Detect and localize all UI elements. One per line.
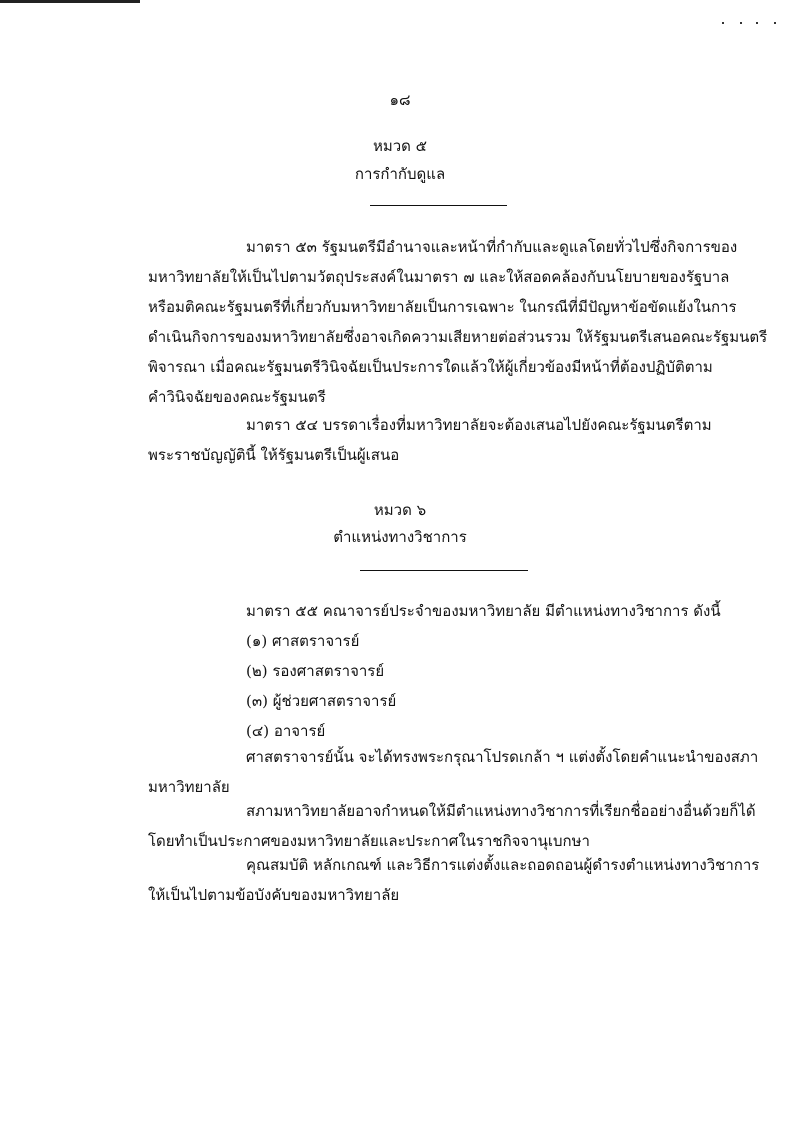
list-item: (๒) รองศาสตราจารย์ [246, 662, 385, 680]
section-55-para-1-line-2: มหาวิทยาลัย [148, 778, 230, 796]
section-53-line-1: มาตรา ๕๓ รัฐมนตรีมีอำนาจและหน้าที่กำกับและดูแลโดยทั่วไปซึ่งกิจการของ [246, 238, 738, 256]
section-54 [148, 410, 712, 470]
chapter-6-title: หมวด ๖ [373, 501, 427, 519]
chapter-5-title: หมวด ๕ [372, 137, 428, 155]
chapter-6-subtitle: ตำแหน่งทางวิชาการ [333, 528, 467, 546]
section-55-para-3 [148, 850, 759, 910]
section-55-para-3-line-2: ให้เป็นไปตามข้อบังคับของมหาวิทยาลัย [148, 886, 400, 904]
scan-artifact-dots [722, 22, 782, 28]
chapter-5-subtitle: การกำกับดูแล [354, 165, 446, 183]
list-item: (๓) ผู้ช่วยศาสตราจารย์ [246, 692, 397, 710]
section-53-line-3: หรือมติคณะรัฐมนตรีที่เกี่ยวกับมหาวิทยาลัยเป็นการเฉพาะ ในกรณีที่มีปัญหาข้อขัดแย้งในการ [148, 298, 737, 316]
section-55-para-1-line-1: ศาสตราจารย์นั้น จะได้ทรงพระกรุณาโปรดเกล้า ฯ แต่งตั้งโดยคำแนะนำของสภา [246, 748, 759, 766]
section-55-para-1 [148, 742, 758, 802]
section-55-para-2-line-1: สภามหาวิทยาลัยอาจกำหนดให้มีตำแหน่งทางวิชาการที่เรียกชื่ออย่างอื่นด้วยก็ได้ [246, 802, 756, 820]
page-number: ๑๘ [389, 91, 411, 109]
section-53 [148, 232, 767, 412]
section-55-para-3-line-1: คุณสมบัติ หลักเกณฑ์ และวิธีการแต่งตั้งและถอดถอนผู้ดำรงตำแหน่งทางวิชาการ [246, 856, 760, 874]
section-55-intro: มาตรา ๕๕ คณาจารย์ประจำของมหาวิทยาลัย มีตำแหน่งทางวิชาการ ดังนี้ [246, 602, 721, 620]
section-54-line-2: พระราชบัญญัตินี้ ให้รัฐมนตรีเป็นผู้เสนอ [148, 446, 400, 464]
list-item: (๔) อาจารย์ [246, 722, 326, 740]
list-item: (๑) ศาสตราจารย์ [246, 632, 360, 650]
section-53-line-5: พิจารณา เมื่อคณะรัฐมนตรีวินิจฉัยเป็นประการใดแล้วให้ผู้เกี่ยวข้องมีหน้าที่ต้องปฏิบัติตาม [148, 358, 713, 376]
section-53-line-6: คำวินิจฉัยของคณะรัฐมนตรี [148, 388, 326, 406]
chapter-5-divider [370, 205, 507, 206]
section-53-line-4: ดำเนินกิจการของมหาวิทยาลัยซึ่งอาจเกิดความเสียหายต่อส่วนรวม ให้รัฐมนตรีเสนอคณะรัฐมนตรี [148, 328, 768, 346]
scan-artifact-line [0, 0, 140, 3]
section-55-para-2 [148, 796, 756, 856]
section-54-line-1: มาตรา ๕๔ บรรดาเรื่องที่มหาวิทยาลัยจะต้องเสนอไปยังคณะรัฐมนตรีตาม [246, 416, 712, 434]
chapter-6-divider [360, 570, 528, 571]
section-55-para-2-line-2: โดยทำเป็นประกาศของมหาวิทยาลัยและประกาศในราชกิจจานุเบกษา [148, 832, 590, 850]
section-55-items [246, 626, 396, 746]
section-53-line-2: มหาวิทยาลัยให้เป็นไปตามวัตถุประสงค์ในมาตรา ๗ และให้สอดคล้องกับนโยบายของรัฐบาล [148, 268, 730, 286]
